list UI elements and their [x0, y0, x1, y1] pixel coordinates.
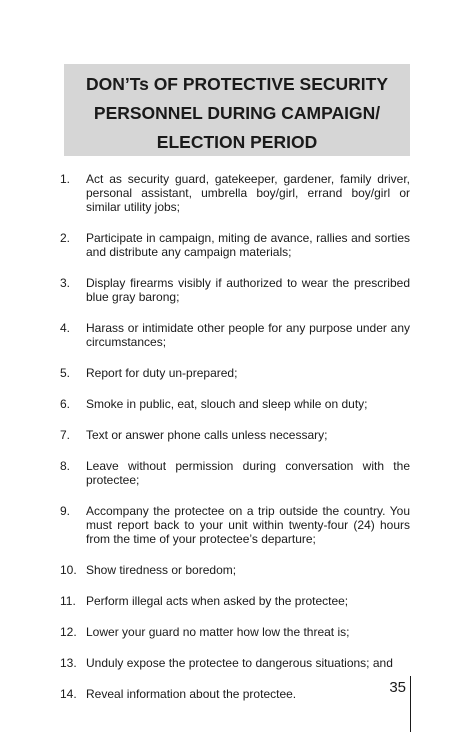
- item-number: 13.: [60, 656, 77, 670]
- item-number: 12.: [60, 625, 77, 639]
- item-text: Reveal information about the protectee.: [86, 687, 297, 701]
- list-item: [60, 594, 410, 608]
- list-item: [60, 231, 410, 259]
- item-number: 3.: [60, 276, 71, 290]
- item-number: 6.: [60, 397, 71, 411]
- item-text: Participate in campaign, miting de avance, rallies and sorties and distribute any campaign materials;: [86, 231, 410, 259]
- item-text: Harass or intimidate other people for any purpose under any circumstances;: [86, 321, 410, 349]
- list-item: [60, 172, 410, 214]
- item-text: Leave without permission during conversation with the protectee;: [86, 459, 410, 487]
- item-number: 1.: [60, 172, 71, 186]
- list-item: [60, 366, 410, 380]
- list-item: [60, 428, 410, 442]
- page-edge-rule: [410, 676, 411, 732]
- item-text: Perform illegal acts when asked by the protectee;: [86, 594, 349, 608]
- list-item: [60, 459, 410, 487]
- list-item: [60, 687, 410, 701]
- list-item: [60, 397, 410, 411]
- title-line-3: ELECTION PERIOD: [156, 132, 318, 152]
- title-box: [64, 64, 410, 156]
- item-number: 9.: [60, 504, 71, 518]
- item-number: 7.: [60, 428, 71, 442]
- item-number: 11.: [60, 594, 76, 608]
- item-number: 14.: [60, 687, 77, 701]
- list-item: [60, 625, 410, 639]
- list-item: [60, 504, 410, 546]
- item-number: 4.: [60, 321, 71, 335]
- item-text: Lower your guard no matter how low the threat is;: [86, 625, 350, 639]
- item-text: Smoke in public, eat, slouch and sleep while on duty;: [86, 397, 368, 411]
- item-number: 10.: [60, 563, 77, 577]
- title-line-2: PERSONNEL DURING CAMPAIGN/: [93, 103, 381, 123]
- item-number: 5.: [60, 366, 71, 380]
- item-text: Display firearms visibly if authorized to wear the prescribed blue gray barong;: [86, 276, 410, 304]
- item-number: 2.: [60, 231, 71, 245]
- list-item: [60, 276, 410, 304]
- title-line-1: DON’Ts OF PROTECTIVE SECURITY: [85, 74, 389, 94]
- donts-list: [60, 172, 410, 718]
- page-number: 35: [389, 679, 406, 696]
- list-item: [60, 321, 410, 349]
- item-number: 8.: [60, 459, 71, 473]
- item-text: Report for duty un-prepared;: [86, 366, 238, 380]
- item-text: Show tiredness or boredom;: [86, 563, 237, 577]
- list-item: [60, 656, 410, 670]
- item-text: Act as security guard, gatekeeper, gardener, family driver, personal assistant, umbrella boy/girl, errand boy/girl or similar utility jobs;: [86, 172, 410, 214]
- item-text: Text or answer phone calls unless necessary;: [86, 428, 328, 442]
- item-text: Unduly expose the protectee to dangerous situations; and: [86, 656, 393, 670]
- item-text: Accompany the protectee on a trip outside the country. You must report back to your unit within twenty-four (24) hours from the time of your protectee’s departure;: [86, 504, 410, 546]
- list-item: [60, 563, 410, 577]
